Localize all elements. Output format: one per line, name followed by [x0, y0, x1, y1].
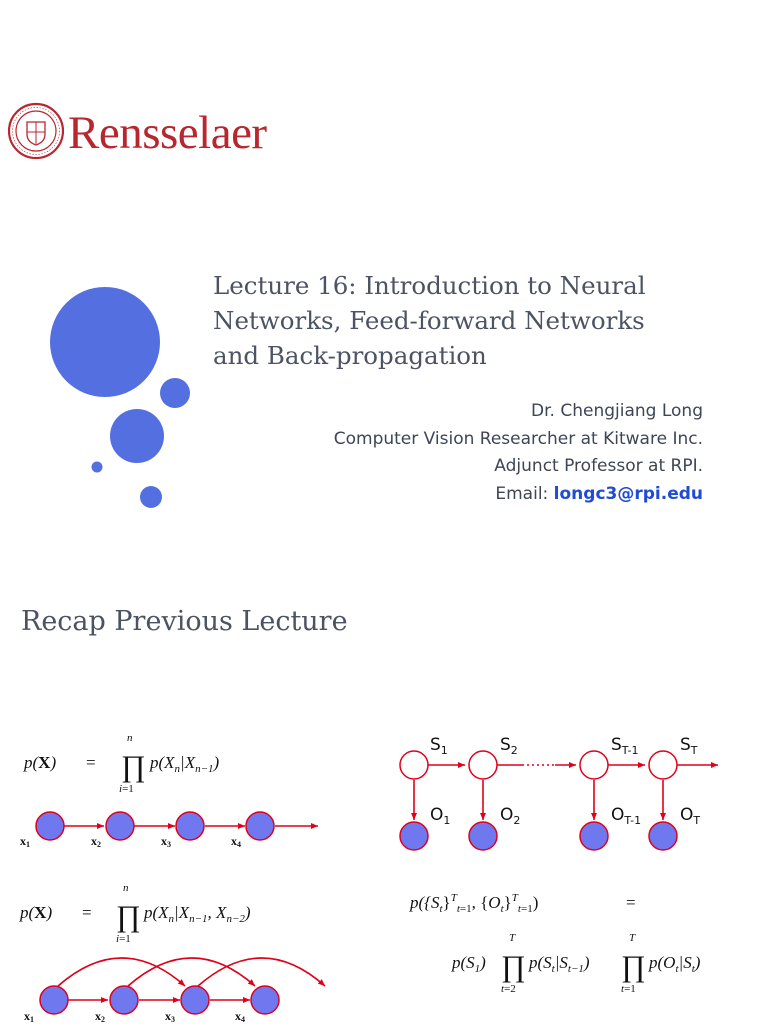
author-name: Dr. Chengjiang Long	[531, 401, 703, 421]
chain2-node-x1	[40, 986, 68, 1014]
svg-text:∏: ∏	[621, 950, 646, 983]
hmm-obs-o1	[400, 822, 428, 850]
formula-second-order	[19, 882, 251, 945]
formula-hmm	[409, 892, 701, 995]
hmm-obs-o2	[469, 822, 497, 850]
hmm-obs-ot-1	[580, 822, 608, 850]
chain1-label-x1: x1	[20, 834, 30, 849]
markov-chain-first-order	[20, 812, 318, 849]
hmm-state-st-1	[580, 751, 608, 779]
hmm-label-st-1: $S_{T-1}$	[611, 735, 639, 757]
svg-text:p(Ot|St): $p(O_t|S_t)$	[649, 953, 701, 975]
svg-text:T: T	[509, 932, 516, 944]
title-line-3: and Back-propagation	[213, 341, 487, 370]
hmm-label-o2: $O_2$	[500, 805, 521, 827]
svg-text:p(St|St−1): $p(S_t|S_{t-1})$	[529, 953, 590, 975]
hmm-label-s1: $S_1$	[430, 735, 448, 757]
chain2-node-x3	[181, 986, 209, 1014]
hmm-state-s2	[469, 751, 497, 779]
section-title: Recap Previous Lecture	[21, 606, 348, 637]
chain2-label-x1: x1	[24, 1009, 34, 1024]
svg-text:n: n	[127, 732, 133, 744]
hmm-diagram	[400, 735, 718, 850]
author-affiliation: Adjunct Professor at RPI.	[494, 456, 703, 476]
svg-text:p(X): p(X)	[20, 903, 53, 922]
email-label: Email:	[495, 483, 554, 504]
svg-text:p(X): p(X)	[24, 753, 57, 772]
chain2-node-x4	[251, 986, 279, 1014]
hmm-state-s1	[400, 751, 428, 779]
svg-text:i=1: i=1	[116, 933, 131, 945]
title-line-1: Lecture 16: Introduction to Neural	[213, 271, 646, 300]
chain2-label-x4: x4	[235, 1009, 245, 1024]
svg-text:i=1: i=1	[119, 783, 134, 795]
chain1-node-x2	[106, 812, 134, 840]
hmm-obs-ot	[649, 822, 677, 850]
svg-text:T: T	[629, 932, 636, 944]
svg-text:∏: ∏	[501, 950, 526, 983]
hmm-label-o1: $O_1$	[430, 805, 451, 827]
chain2-node-x2	[110, 986, 138, 1014]
rensselaer-wordmark: Rensselaer	[68, 107, 267, 159]
chain1-label-x4: x4	[231, 834, 241, 849]
hmm-label-st: $S_T$	[680, 735, 698, 757]
svg-text:=: =	[86, 753, 96, 772]
chain1-label-x2: x2	[91, 834, 101, 849]
svg-text:n: n	[123, 882, 129, 894]
chain2-label-x2: x2	[95, 1009, 105, 1024]
hmm-label-s2: $S_2$	[500, 735, 518, 757]
chain1-label-x3: x3	[161, 834, 171, 849]
hmm-label-ot-1: $O_{T-1}$	[611, 805, 642, 827]
author-role: Computer Vision Researcher at Kitware Inc.	[333, 428, 703, 449]
markov-chain-second-order	[24, 958, 325, 1024]
svg-text:t=1: t=1	[621, 983, 636, 995]
svg-text:p(S1): $p(S_1)$	[452, 953, 486, 975]
formula-first-order	[23, 732, 220, 795]
title-line-2: Networks, Feed-forward Networks	[213, 306, 645, 335]
email-link[interactable]: longc3@rpi.edu	[553, 483, 703, 504]
chain1-node-x4	[246, 812, 274, 840]
svg-text:t=2: t=2	[501, 983, 516, 995]
hmm-label-ot: $O_T$	[680, 805, 701, 827]
svg-text:∏: ∏	[121, 750, 146, 783]
svg-text:∏: ∏	[116, 900, 141, 933]
chain2-label-x3: x3	[165, 1009, 175, 1024]
svg-text:=: =	[82, 903, 92, 922]
svg-text:p(Xn|Xn−1): $p(X_n|X_{n-1})$	[150, 753, 220, 775]
hmm-state-st	[649, 751, 677, 779]
chain1-node-x3	[176, 812, 204, 840]
svg-text:p({St}Tt=1, {Ot}Tt=1): $p(\{S_t\}^T_t=1$, $\{O_t\}^T_t=1$)	[410, 892, 539, 915]
chain1-node-x1	[36, 812, 64, 840]
svg-text:=: =	[626, 893, 636, 912]
svg-text:p(Xn|Xn−1, Xn−2): $p(X_n|X_{n-1}$, $X_{n-2}$)	[144, 903, 251, 925]
